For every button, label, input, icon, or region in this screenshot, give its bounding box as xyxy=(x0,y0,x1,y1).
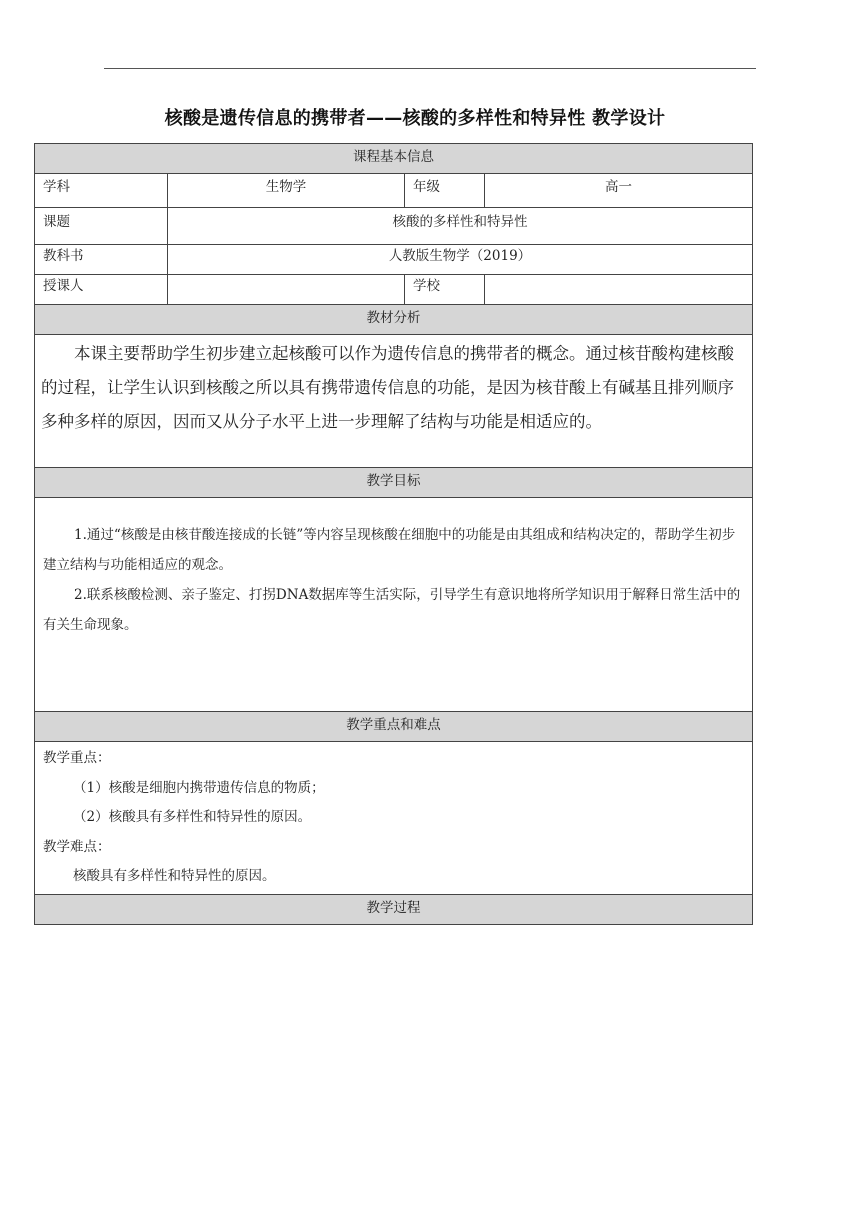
school-value xyxy=(485,275,753,305)
teacher-label: 授课人 xyxy=(35,275,168,305)
subject-value: 生物学 xyxy=(168,174,405,208)
topic-label: 课题 xyxy=(35,208,168,245)
section-title: 教学过程 xyxy=(35,894,753,924)
row-textbook xyxy=(35,245,753,275)
subject-label: 学科 xyxy=(35,174,168,208)
teacher-value xyxy=(168,275,405,305)
key-label: 教学重点： xyxy=(43,750,111,766)
lesson-plan-table xyxy=(34,143,753,925)
textbook-label: 教科书 xyxy=(35,245,168,275)
row-goals xyxy=(35,498,753,712)
difficult-item: 核酸具有多样性和特异性的原因。 xyxy=(73,868,276,884)
section-title: 课程基本信息 xyxy=(35,144,753,174)
document-title: 核酸是遗传信息的携带者——核酸的多样性和特异性 教学设计 xyxy=(164,108,666,129)
section-title: 教材分析 xyxy=(35,305,753,335)
section-header-key-points xyxy=(35,712,753,742)
row-subject xyxy=(35,174,753,208)
section-header-teaching-process xyxy=(35,894,753,924)
section-header-basic-info xyxy=(35,144,753,174)
textbook-value: 人教版生物学（2019） xyxy=(168,245,753,275)
goal-item: 2.联系核酸检测、亲子鉴定、打拐DNA数据库等生活实际，引导学生有意识地将所学知识用于解释日常生活中的有关生命现象。 xyxy=(43,587,741,633)
header-rule xyxy=(104,68,756,69)
difficult-label: 教学难点： xyxy=(43,838,111,855)
topic-value: 核酸的多样性和特异性 xyxy=(168,208,753,245)
row-key-points xyxy=(35,742,753,895)
key-item: （1）核酸是细胞内携带遗传信息的物质； xyxy=(73,779,325,796)
key-item: （2）核酸具有多样性和特异性的原因。 xyxy=(73,809,312,825)
grade-label: 年级 xyxy=(405,174,485,208)
goal-item: 1.通过“核酸是由核苷酸连接成的长链”等内容呈现核酸在细胞中的功能是由其组成和结构决定的，帮助学生初步建立结构与功能相适应的观念。 xyxy=(43,527,736,573)
school-label: 学校 xyxy=(405,275,485,305)
row-analysis xyxy=(35,335,753,468)
analysis-text: 本课主要帮助学生初步建立起核酸可以作为遗传信息的携带者的概念。通过核苷酸构建核酸的过程，让学生认识到核酸之所以具有携带遗传信息的功能，是因为核苷酸上有碱基且排列顺序多种多样的原因，因而又从分子水平上进一步理解了结构与功能是相适应的。 xyxy=(35,335,753,468)
key-points-cell xyxy=(35,742,753,895)
goals-cell xyxy=(35,498,753,712)
grade-value: 高一 xyxy=(485,174,753,208)
section-title: 教学目标 xyxy=(35,468,753,498)
row-teacher xyxy=(35,275,753,305)
section-header-material-analysis xyxy=(35,305,753,335)
section-title: 教学重点和难点 xyxy=(35,712,753,742)
row-topic xyxy=(35,208,753,245)
section-header-teaching-goals xyxy=(35,468,753,498)
